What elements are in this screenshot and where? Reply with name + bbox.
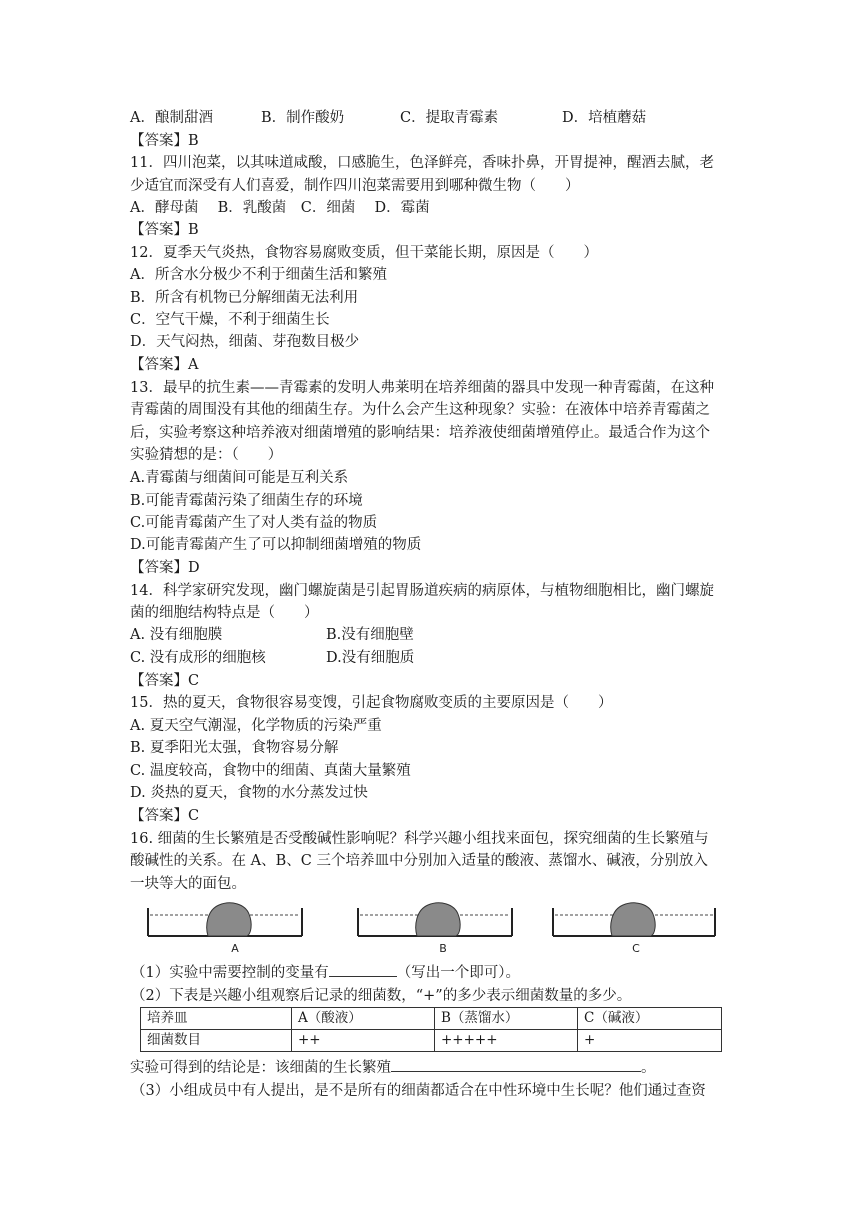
q13-answer: 【答案】D <box>130 560 200 576</box>
q10-option-a: A．酿制甜酒 <box>130 110 213 126</box>
q11-stem-line2: 少适宜而深受有人们喜爱，制作四川泡菜需要用到哪种微生物（ ） <box>130 178 580 194</box>
q11-options: A．酵母菌 B．乳酸菌 C．细菌 D．霉菌 <box>130 200 430 216</box>
q15-answer: 【答案】C <box>130 808 200 824</box>
table-header-cell: A（酸液） <box>292 1008 435 1030</box>
q11-answer: 【答案】B <box>130 222 199 238</box>
petri-dish-figure <box>145 896 725 956</box>
table-header-cell: 培养皿 <box>141 1008 292 1030</box>
q13-option-d: D.可能青霉菌产生了可以抑制细菌增殖的物质 <box>130 537 422 553</box>
q12-answer: 【答案】A <box>130 357 199 373</box>
petri-dish-c <box>550 896 720 956</box>
q15-stem: 15．热的夏天，食物很容易变馊，引起食物腐败变质的主要原因是（ ） <box>130 695 613 711</box>
table-cell: +++++ <box>435 1030 578 1052</box>
table-header-row <box>141 1008 722 1030</box>
dish-label-b: B <box>439 942 447 955</box>
bacteria-count-table <box>140 1007 722 1052</box>
q16-conclusion <box>130 1057 656 1079</box>
table-cell: 细菌数目 <box>141 1030 292 1052</box>
dish-label-c: C <box>632 942 640 955</box>
q15-option-c: C. 温度较高，食物中的细菌、真菌大量繁殖 <box>130 763 411 779</box>
q16-conclusion-blank[interactable] <box>391 1057 641 1072</box>
q16-conclusion-prefix: 实验可得到的结论是：该细菌的生长繁殖 <box>130 1060 391 1076</box>
q12-option-d: D．天气闷热，细菌、芽孢数目极少 <box>130 334 360 350</box>
q16-conclusion-suffix: 。 <box>641 1060 656 1076</box>
q14-option-c: C. 没有成形的细胞核 <box>130 650 266 666</box>
table-cell: + <box>578 1030 722 1052</box>
q16-stem-line2: 酸碱性的关系。在 A、B、C 三个培养皿中分别加入适量的酸液、蒸馏水、碱液，分别放入 <box>130 853 708 869</box>
q10-option-d: D．培植蘑菇 <box>562 110 647 126</box>
q16-sub3: （3）小组成员中有人提出，是不是所有的细菌都适合在中性环境中生长呢？他们通过查资 <box>131 1083 706 1099</box>
q14-option-a: A. 没有细胞膜 <box>130 627 223 643</box>
q13-stem-line2: 青霉菌的周围没有其他的细菌生存。为什么会产生这种现象？实验：在液体中培养青霉菌之 <box>130 402 710 418</box>
q12-stem: 12．夏季天气炎热，食物容易腐败变质，但干菜能长期，原因是（ ） <box>130 245 598 261</box>
q14-option-d: D.没有细胞质 <box>326 650 415 666</box>
petri-dish-a <box>145 896 305 956</box>
petri-dish-b <box>355 896 515 956</box>
q15-option-d: D. 炎热的夏天，食物的水分蒸发过快 <box>130 785 368 801</box>
q10-option-c: C．提取青霉素 <box>400 110 499 126</box>
q16-stem-line3: 一块等大的面包。 <box>130 876 246 892</box>
q13-stem-line4: 实验猜想的是：（ ） <box>130 447 283 463</box>
q16-sub1-suffix: （写出一个即可）。 <box>396 965 520 981</box>
q16-sub1-blank[interactable] <box>329 962 397 977</box>
dish-label-a: A <box>231 942 239 955</box>
q16-sub1-prefix: （1）实验中需要控制的变量有 <box>131 965 329 981</box>
table-row <box>141 1030 722 1052</box>
q13-stem-line1: 13．最早的抗生素——青霉素的发明人弗莱明在培养细菌的器具中发现一种青霉菌，在这种 <box>130 380 714 396</box>
q13-option-a: A.青霉菌与细菌间可能是互利关系 <box>130 470 349 486</box>
q14-stem-line1: 14．科学家研究发现，幽门螺旋菌是引起胃肠道疾病的病原体，与植物细胞相比，幽门螺旋 <box>130 583 714 599</box>
q14-option-b: B.没有细胞壁 <box>326 627 414 643</box>
q10-answer: 【答案】B <box>130 133 199 149</box>
q12-option-b: B．所含有机物已分解细菌无法利用 <box>130 290 359 306</box>
q11-stem-line1: 11．四川泡菜，以其味道咸酸，口感脆生，色泽鲜亮，香味扑鼻，开胃提神，醒酒去腻，老 <box>130 155 714 171</box>
q16-sub2: （2）下表是兴趣小组观察后记录的细菌数，“+”的多少表示细菌数量的多少。 <box>131 988 632 1004</box>
q16-stem-line1: 16. 细菌的生长繁殖是否受酸碱性影响呢？科学兴趣小组找来面包，探究细菌的生长繁殖与 <box>130 831 709 847</box>
table-cell: ++ <box>292 1030 435 1052</box>
table-header-cell: C（碱液） <box>578 1008 722 1030</box>
q13-stem-line3: 后，实验考察这种培养液对细菌增殖的影响结果：培养液使细菌增殖停止。最适合作为这个 <box>130 425 710 441</box>
q14-answer: 【答案】C <box>130 673 200 689</box>
q15-option-a: A. 夏天空气潮湿，化学物质的污染严重 <box>130 718 382 734</box>
table-header-cell: B（蒸馏水） <box>435 1008 578 1030</box>
q13-option-b: B.可能青霉菌污染了细菌生存的环境 <box>130 493 363 509</box>
q12-option-a: A．所含水分极少不利于细菌生活和繁殖 <box>130 267 387 283</box>
q12-option-c: C．空气干燥，不利于细菌生长 <box>130 312 330 328</box>
q14-stem-line2: 菌的细胞结构特点是（ ） <box>130 605 319 621</box>
q13-option-c: C.可能青霉菌产生了对人类有益的物质 <box>130 515 378 531</box>
q10-option-b: B．制作酸奶 <box>261 110 345 126</box>
q15-option-b: B. 夏季阳光太强，食物容易分解 <box>130 740 339 756</box>
q16-sub1 <box>131 962 520 984</box>
